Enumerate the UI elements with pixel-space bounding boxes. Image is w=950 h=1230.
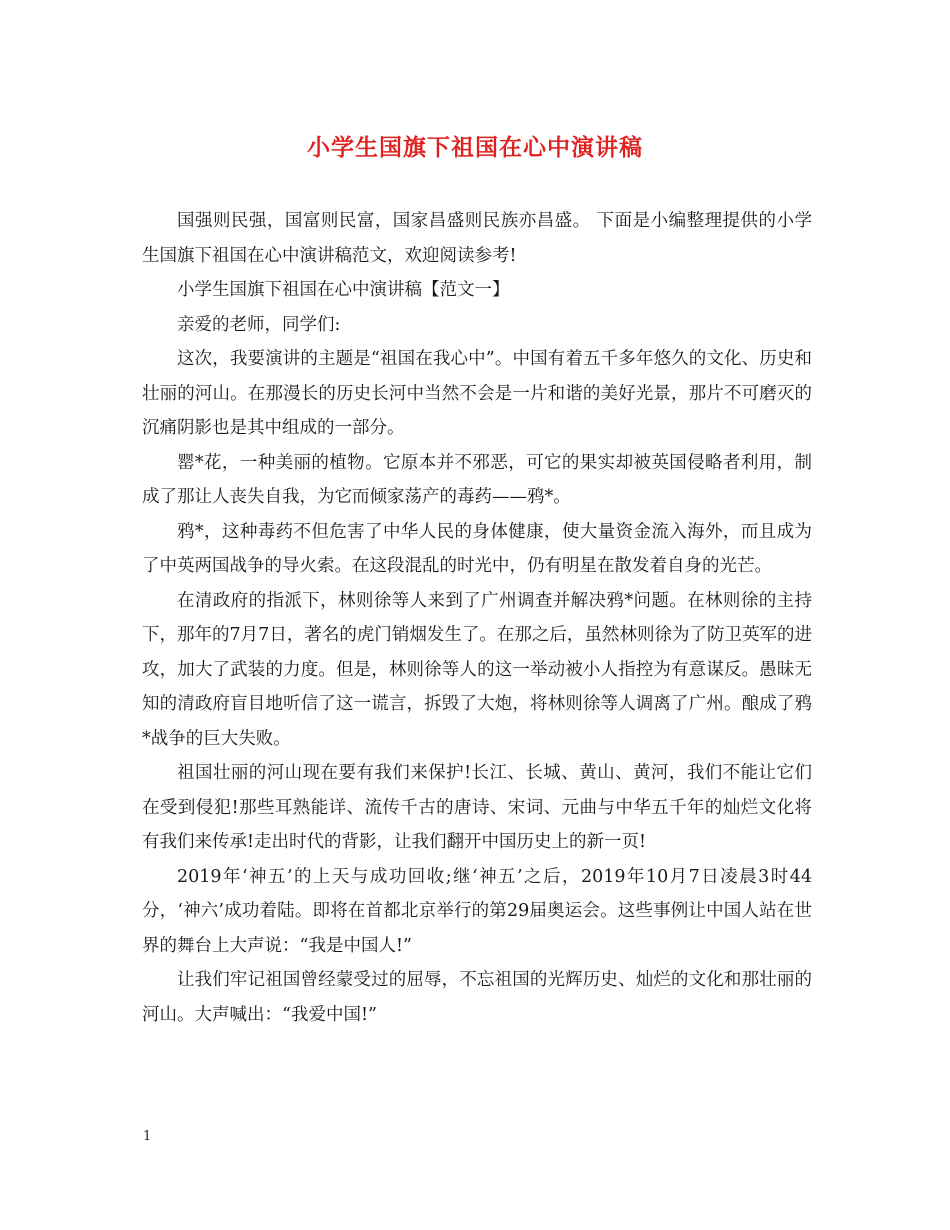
page-title: 小学生国旗下祖国在心中演讲稿 <box>307 134 643 161</box>
paragraph-closing: 让我们牢记祖国曾经蒙受过的屈辱，不忘祖国的光辉历史、灿烂的文化和那壮丽的河山。大声喊出：“我爱中国!” <box>142 970 812 1025</box>
paragraph-flower: 罂*花，一种美丽的植物。它原本并不邪恶，可它的果实却被英国侵略者利用，制成了那让人丧失自我，为它而倾家荡产的毒药——鸦*。 <box>142 452 812 507</box>
paragraph-salutation: 亲爱的老师，同学们: <box>177 314 341 335</box>
document-body <box>142 204 812 1032</box>
paragraph-shenwu: 2019年‘神五’的上天与成功回收;继‘神五’之后，2019年10月7日凌晨3时44分，‘神六’成功着陆。即将在首都北京举行的第29届奥运会。这些事例让中国人站在世界的舞台上大声说：“我是中国人!” <box>142 866 812 956</box>
paragraph-lin-zexu: 在清政府的指派下，林则徐等人来到了广州调查并解决鸦*问题。在林则徐的主持下，那年的7月7日，著名的虎门销烟发生了。在那之后，虽然林则徐为了防卫英军的进攻，加大了武装的力度。但是，林则徐等人的这一举动被小人指控为有意谋反。愚昧无知的清政府盲目地听信了这一谎言，拆毁了大炮，将林则徐等人调离了广州。酿成了鸦*战争的巨大失败。 <box>142 590 812 749</box>
page-number: 1 <box>143 1129 152 1144</box>
paragraph-theme: 这次，我要演讲的主题是“祖国在我心中”。中国有着五千多年悠久的文化、历史和壮丽的河山。在那漫长的历史长河中当然不会是一片和谐的美好光景，那片不可磨灭的沉痛阴影也是其中组成的一部分。 <box>142 349 812 438</box>
paragraph-subtitle: 小学生国旗下祖国在心中演讲稿【范文一】 <box>177 280 510 300</box>
paragraph-protect: 祖国壮丽的河山现在要有我们来保护!长江、长城、黄山、黄河，我们不能让它们在受到侵犯!那些耳熟能详、流传千古的唐诗、宋词、元曲与中华五千年的灿烂文化将有我们来传承!走出时代的背影，让我们翻开中国历史上的新一页! <box>142 763 812 852</box>
paragraph-intro: 国强则民强，国富则民富，国家昌盛则民族亦昌盛。 下面是小编整理提供的小学生国旗下祖国在心中演讲稿范文，欢迎阅读参考! <box>142 211 812 266</box>
paragraph-poison: 鸦*，这种毒药不但危害了中华人民的身体健康，使大量资金流入海外，而且成为了中英两国战争的导火索。在这段混乱的时光中，仍有明星在散发着自身的光芒。 <box>142 521 812 576</box>
